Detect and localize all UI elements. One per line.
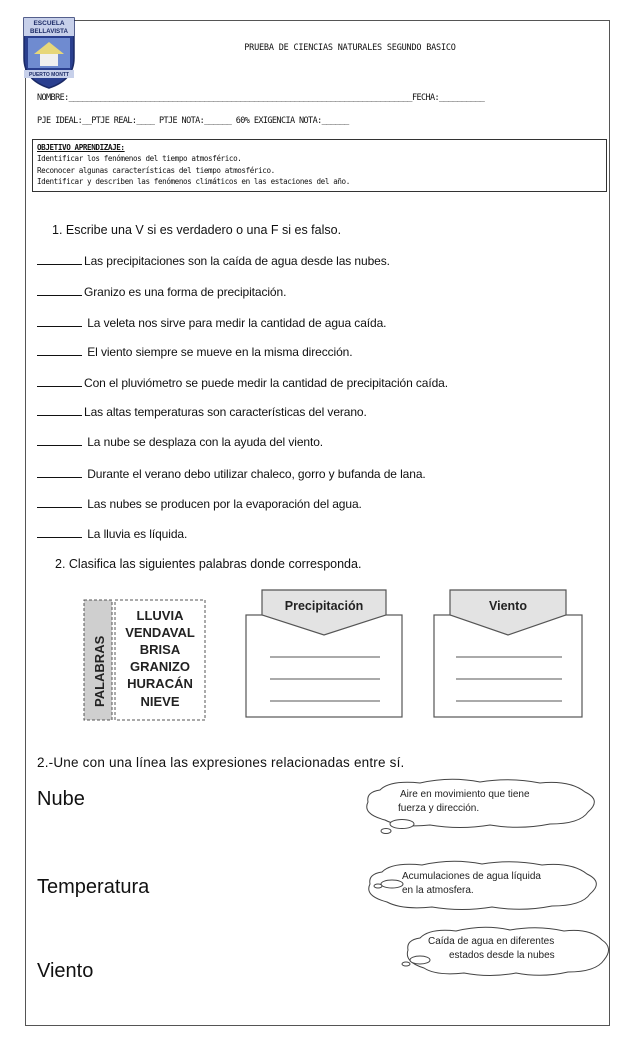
bubble-3-text: Caída de agua en diferentes estados desde la nubes [428,936,555,961]
logo-text-top: ESCUELA [33,20,65,27]
answer-blank[interactable] [37,253,82,265]
score-line: PJE IDEAL:__PTJE REAL:____ PTJE NOTA:______ 60% EXIGENCIA NOTA:______ [37,116,349,126]
tf-item: Las precipitaciones son la caída de agua desde las nubes. [37,253,390,268]
tf-item: La nube se desplaza con la ayuda del viento. [37,434,323,449]
objective-box [32,139,607,192]
bubble-1-text: Aire en movimiento que tiene fuerza y dirección. [398,789,530,814]
word: VENDAVAL [125,625,195,640]
logo-text-mid: BELLAVISTA [30,28,68,35]
section1-title: 1. Escribe una V si es verdadero o una F si es falso. [52,223,342,237]
answer-blank[interactable] [37,284,82,296]
word: HURACÁN [127,676,193,691]
tf-item: Las nubes se producen por la evaporación del agua. [37,496,362,511]
school-logo [20,14,78,90]
bubble-2-text: Acumulaciones de agua líquida en la atmosfera. [402,871,541,896]
match-word-nube: Nube [37,788,85,810]
tf-item: La veleta nos sirve para medir la cantidad de agua caída. [37,315,386,330]
section3-title: 2.-Une con una línea las expresiones relacionadas entre sí. [37,755,405,770]
classify-figure [0,585,638,735]
answer-blank[interactable] [37,375,82,387]
answer-blank[interactable] [37,466,82,478]
test-title: PRUEBA DE CIENCIAS NATURALES SEGUNDO BASICO [244,43,456,53]
precipitation-label: Precipitación [284,599,364,613]
logo-text-bottom: PUERTO MONTT [29,72,69,78]
objective-line: Reconocer algunas características del tiempo atmosférico. [37,165,275,175]
tf-item: Granizo es una forma de precipitación. [37,284,286,299]
tf-item: El viento siempre se mueve en la misma dirección. [37,344,352,359]
word: LLUVIA [136,608,184,623]
answer-blank[interactable] [37,315,82,327]
tf-item: Las altas temperaturas son características del verano. [37,404,367,419]
tf-item: La lluvia es líquida. [37,526,187,541]
wind-label: Viento [489,599,527,613]
tf-item: Durante el verano debo utilizar chaleco, gorro y bufanda de lana. [37,466,426,481]
objective-line: Identificar y describen las fenómenos climáticos en las estaciones del año. [37,177,350,187]
objective-line: Identificar los fenómenos del tiempo atmosférico. [37,154,242,164]
tf-item: Con el pluviómetro se puede medir la cantidad de precipitación caída. [37,375,448,390]
word: BRISA [139,642,181,657]
answer-blank[interactable] [37,526,82,538]
name-date-line: NOMBRE:____________________________________________________________________________FECHA:__________ [37,93,485,103]
precipitation-envelope [246,590,402,717]
objective-heading: OBJETIVO APRENDIZAJE: [37,143,125,152]
match-word-temperatura: Temperatura [37,876,150,898]
answer-blank[interactable] [37,434,82,446]
word: GRANIZO [130,659,190,674]
section2-title: 2. Clasifica las siguientes palabras donde corresponda. [55,557,362,571]
word: NIEVE [140,694,180,709]
wind-envelope [434,590,582,717]
answer-blank[interactable] [37,404,82,416]
words-side-label: PALABRAS [92,635,107,707]
answer-blank[interactable] [37,344,82,356]
answer-blank[interactable] [37,496,82,508]
match-word-viento: Viento [37,960,94,982]
